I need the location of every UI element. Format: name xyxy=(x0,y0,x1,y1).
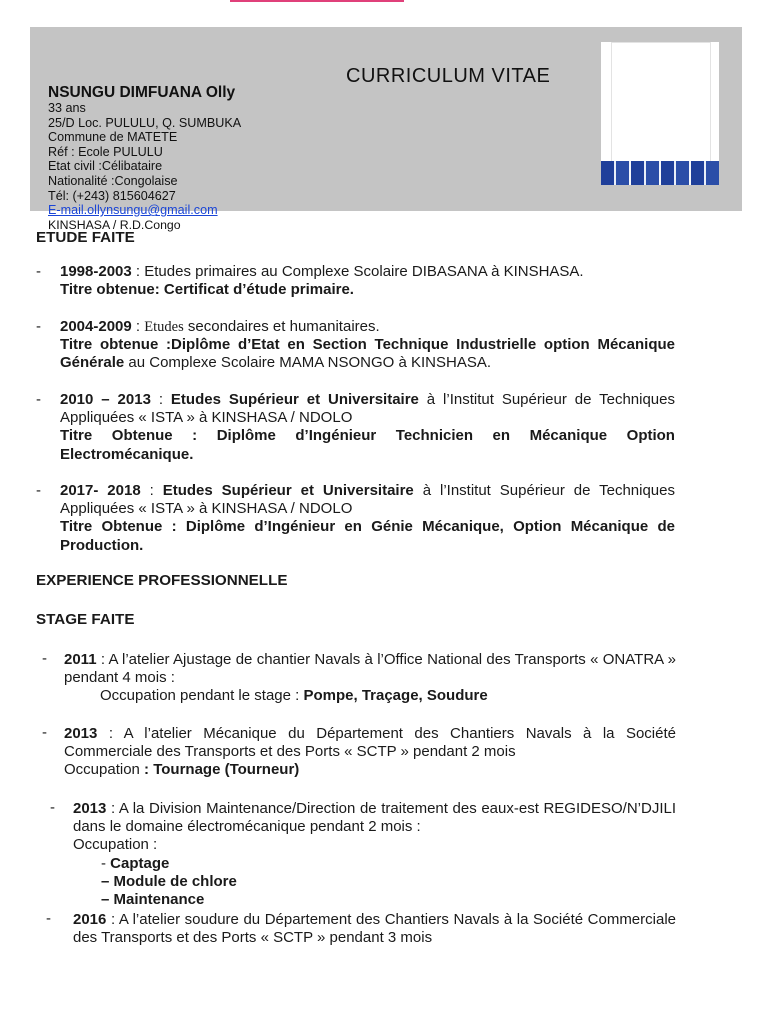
occupation-label: Occupation : xyxy=(73,836,158,854)
info-civil-status: Etat civil :Célibataire xyxy=(48,159,163,174)
entry-bold-text: Etudes Supérieur et Universitaire xyxy=(170,391,419,408)
info-reference: Réf : Ecole PULULU xyxy=(48,144,163,159)
entry-sep: : xyxy=(131,263,145,280)
stage-occupation xyxy=(64,761,676,779)
entry-text: Etudes primaires au Complexe Scolaire DIBASANA à KINSHASA. xyxy=(144,263,584,280)
info-address: 25/D Loc. PULULU, Q. SUMBUKA xyxy=(48,115,242,130)
stage-occupation xyxy=(64,687,676,705)
personal-info xyxy=(48,101,241,232)
entry-years: 1998-2003 xyxy=(60,263,132,280)
entry-text: à l’Institut Supérieur de Techniques Appliquées « ISTA » à KINSHASA / NDOLO xyxy=(60,482,675,518)
bullet-dash: - xyxy=(36,482,41,499)
stage-text: : A l’atelier Mécanique du Département des Chantiers Navals à la Société Commerciale des Transports et des Ports « SCTP » pendant 2 mois xyxy=(64,725,676,761)
education-entry xyxy=(60,318,675,373)
occupation-item: – Maintenance xyxy=(101,891,205,909)
stage-year: 2013 xyxy=(64,725,98,742)
stage-year: 2013 xyxy=(73,800,107,817)
entry-bold-text: Etudes Supérieur et Universitaire xyxy=(162,482,414,499)
photo-frame xyxy=(611,42,711,163)
document-title: CURRICULUM VITAE xyxy=(346,65,551,87)
stage-text: : A l’atelier Ajustage de chantier Navals à l’Office National des Transports « ONATRA » pendant 4 mois : xyxy=(64,651,676,687)
title-sep: : xyxy=(154,281,164,299)
title-label: Titre obtenue xyxy=(60,336,159,354)
info-phone: Tél: (+243) 815604627 xyxy=(48,188,176,203)
title-rest: au Complexe Scolaire MAMA NSONGO à KINSHASA. xyxy=(124,354,492,372)
occupation-label: Occupation pendant le stage : xyxy=(100,687,304,705)
bullet-dash: - xyxy=(36,318,41,335)
stage-heading: STAGE FAITE xyxy=(36,611,135,628)
bullet-dash: - xyxy=(36,391,41,408)
entry-sep: : xyxy=(150,391,171,408)
title-value: Diplôme d’Etat en Section Technique Industrielle option Mécanique Générale xyxy=(60,336,675,372)
entry-lead: Etudes xyxy=(144,319,184,335)
stage-entry xyxy=(64,725,676,780)
entry-sep: : xyxy=(140,482,163,499)
title-value: Diplôme d’Ingénieur Technicien en Mécanique Option Electromécanique. xyxy=(60,427,675,463)
bullet-dash: - xyxy=(46,910,51,927)
bullet-dash: - xyxy=(50,799,55,816)
occupation-list xyxy=(73,855,676,910)
title-label: Titre obtenue xyxy=(60,281,155,299)
occupation-label: Occupation xyxy=(64,761,145,779)
bullet-dash: - xyxy=(36,263,41,280)
entry-sep: : xyxy=(131,318,145,335)
info-nationality: Nationalité :Congolaise xyxy=(48,173,178,188)
email-link[interactable]: E-mail.ollynsungu@gmail.com xyxy=(48,203,218,218)
occupation-item: – Module de chlore xyxy=(101,872,237,890)
photo-shirt xyxy=(601,161,719,185)
bullet-dash: - xyxy=(42,650,47,667)
stage-entry xyxy=(73,800,676,909)
education-heading: ETUDE FAITE xyxy=(36,229,135,246)
occupation-value: : Tournage (Tourneur) xyxy=(144,761,300,779)
experience-heading: EXPERIENCE PROFESSIONNELLE xyxy=(36,572,288,589)
bullet-dash: - xyxy=(42,724,47,741)
title-sep: : xyxy=(172,427,217,445)
entry-title xyxy=(60,427,675,463)
info-city: KINSHASA / R.D.Congo xyxy=(48,217,181,232)
entry-text: secondaires et humanitaires. xyxy=(183,318,380,335)
occupation-item-text: Captage xyxy=(110,854,170,872)
entry-title xyxy=(60,336,675,372)
stage-year: 2011 xyxy=(64,651,97,668)
entry-years: 2017- 2018 xyxy=(60,482,141,499)
entry-years: 2010 – 2013 xyxy=(60,391,151,408)
info-age: 33 ans xyxy=(48,101,86,115)
occupation-item: - Captage xyxy=(101,854,170,872)
entry-title xyxy=(60,518,675,554)
stage-year: 2016 xyxy=(73,911,107,928)
title-sep: : xyxy=(158,336,172,354)
top-accent-line xyxy=(230,0,404,2)
entry-years: 2004-2009 xyxy=(60,318,132,335)
education-entry xyxy=(60,391,675,464)
title-value: Diplôme d’Ingénieur en Génie Mécanique, Option Mécanique de Production. xyxy=(60,518,675,554)
stage-text: : A l’atelier soudure du Département des Chantiers Navals à la Société Commerciale des Transports et des Ports « SCTP » pendant 3 mois xyxy=(73,911,676,947)
stage-entry xyxy=(73,911,676,947)
education-entry xyxy=(60,482,675,555)
entry-title xyxy=(60,281,675,299)
education-entry xyxy=(60,263,675,299)
profile-photo xyxy=(601,42,719,185)
candidate-name: NSUNGU DIMFUANA Olly xyxy=(48,84,236,101)
title-label: Titre Obtenue xyxy=(60,427,173,445)
stage-entry xyxy=(64,651,676,706)
title-value: Certificat d’étude primaire. xyxy=(163,281,354,299)
title-label: Titre Obtenue : xyxy=(60,518,186,536)
info-commune: Commune de MATETE xyxy=(48,130,178,145)
occupation-value: Pompe, Traçage, Soudure xyxy=(303,687,488,705)
entry-text: à l’Institut Supérieur de Techniques Appliquées « ISTA » à KINSHASA / NDOLO xyxy=(60,391,675,427)
stage-text: : A la Division Maintenance/Direction de traitement des eaux-est REGIDESO/N’DJILI dans le domaine électromécanique pendant 2 mois : xyxy=(73,800,676,836)
